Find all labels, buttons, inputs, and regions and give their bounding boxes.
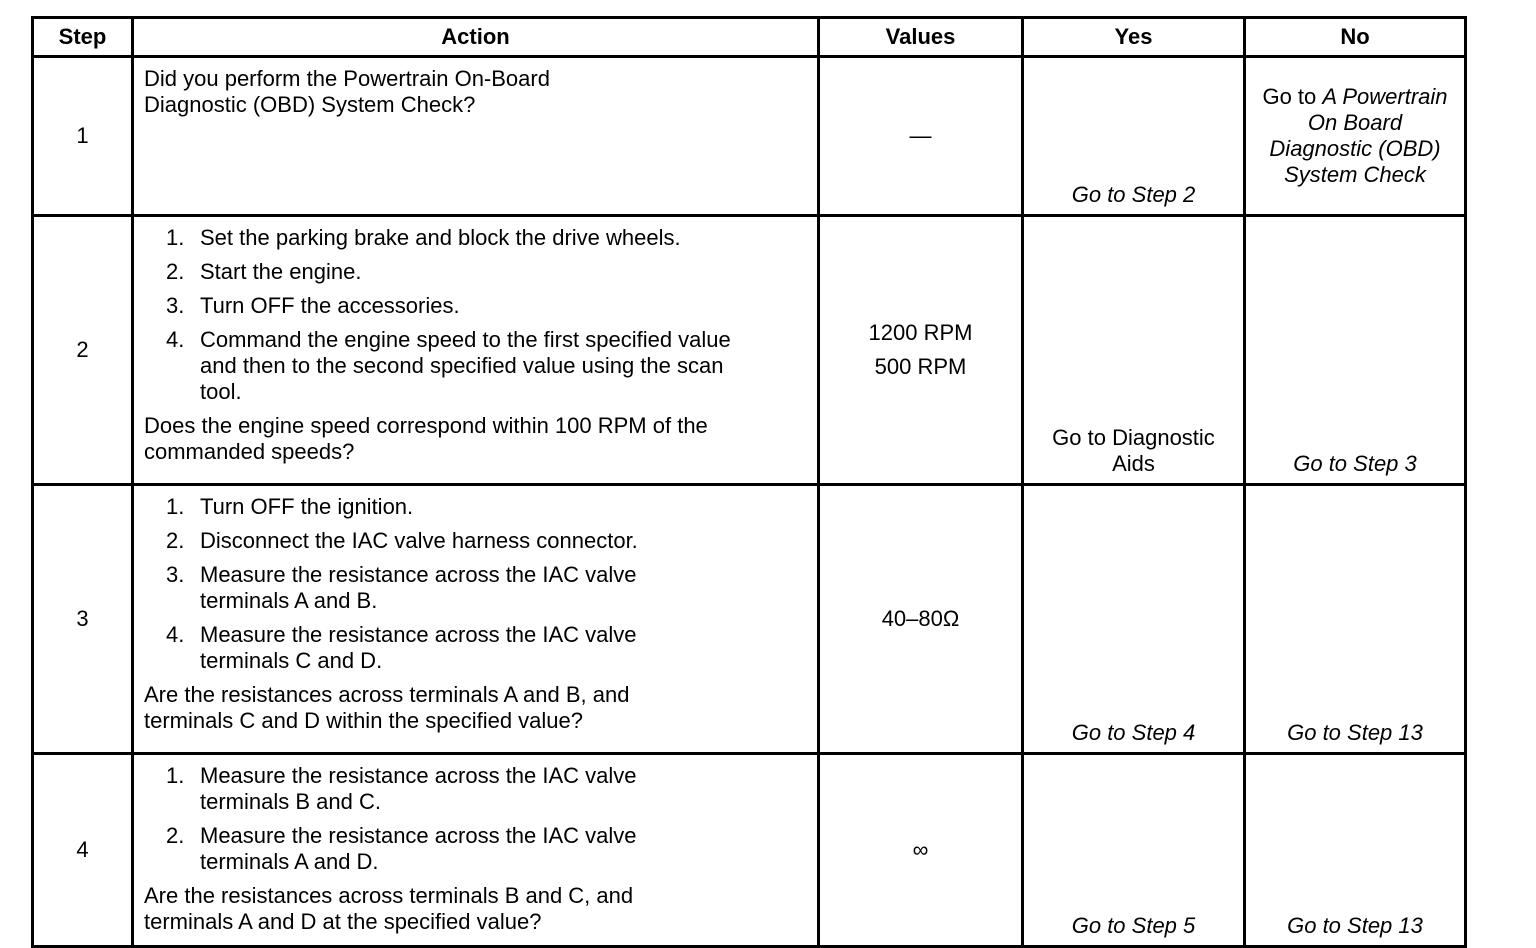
action-question: Are the resistances across terminals A and B, and terminals C and D within the specified value? xyxy=(144,682,630,733)
header-step: Step xyxy=(33,18,133,57)
header-no: No xyxy=(1245,18,1466,57)
action-question: Did you perform the Powertrain On-Board Diagnostic (OBD) System Check? xyxy=(144,66,550,117)
value-item: 1200 RPM xyxy=(868,320,973,345)
list-item: 3. Turn OFF the accessories. xyxy=(166,293,460,318)
no-cell xyxy=(1245,485,1466,754)
action-step-list xyxy=(144,225,807,405)
yes-link[interactable]: Go to Step 4 xyxy=(1071,720,1196,745)
table-row-step-3 xyxy=(33,485,1466,754)
yes-link[interactable]: Go to Diagnostic Aids xyxy=(1052,425,1215,476)
values-cell xyxy=(819,485,1023,754)
action-cell xyxy=(133,485,819,754)
table-row-step-2 xyxy=(33,216,1466,485)
yes-cell xyxy=(1023,57,1245,216)
no-link[interactable]: A Powertrain On Board Diagnostic (OBD) System Check xyxy=(1269,84,1448,187)
list-item: 2. Start the engine. xyxy=(166,259,362,284)
no-link[interactable]: Go to Step 3 xyxy=(1293,451,1417,476)
value-item: 500 RPM xyxy=(874,354,967,379)
table-row-step-4 xyxy=(33,754,1466,947)
values-cell xyxy=(819,57,1023,216)
action-cell xyxy=(133,216,819,485)
diagnostic-table xyxy=(31,16,1467,948)
no-cell xyxy=(1245,57,1466,216)
values-cell xyxy=(819,216,1023,485)
step-number: 4 xyxy=(33,754,133,947)
list-item: 2. Disconnect the IAC valve harness connector. xyxy=(166,528,638,553)
yes-link[interactable]: Go to Step 2 xyxy=(1071,182,1196,207)
list-item: 2. Measure the resistance across the IAC valve terminals A and D. xyxy=(166,823,637,874)
list-item: 1. Set the parking brake and block the drive wheels. xyxy=(166,225,681,250)
no-prefix: Go to xyxy=(1262,84,1317,109)
no-cell xyxy=(1245,216,1466,485)
action-step-list xyxy=(144,494,807,674)
step-number: 1 xyxy=(33,57,133,216)
list-item: 4. Measure the resistance across the IAC valve terminals C and D. xyxy=(166,622,637,673)
action-question: Are the resistances across terminals B and C, and terminals A and D at the specified value? xyxy=(144,883,634,934)
action-question: Does the engine speed correspond within 100 RPM of the commanded speeds? xyxy=(144,413,708,464)
action-step-list xyxy=(144,763,807,875)
action-cell xyxy=(133,754,819,947)
list-item: 4. Command the engine speed to the first specified value and then to the second specified value using the scan tool. xyxy=(166,327,731,404)
step-number: 3 xyxy=(33,485,133,754)
value-item: 40–80Ω xyxy=(881,606,960,631)
header-yes: Yes xyxy=(1023,18,1245,57)
yes-link[interactable]: Go to Step 5 xyxy=(1071,913,1196,938)
value-item: — xyxy=(909,123,932,148)
header-row xyxy=(33,18,1466,57)
list-item: 1. Measure the resistance across the IAC valve terminals B and C. xyxy=(166,763,637,814)
yes-cell xyxy=(1023,216,1245,485)
header-action: Action xyxy=(133,18,819,57)
header-values: Values xyxy=(819,18,1023,57)
no-cell xyxy=(1245,754,1466,947)
action-cell xyxy=(133,57,819,216)
list-item: 1. Turn OFF the ignition. xyxy=(166,494,414,519)
no-link[interactable]: Go to Step 13 xyxy=(1287,720,1423,745)
value-item: ∞ xyxy=(912,837,929,862)
values-cell xyxy=(819,754,1023,947)
table-row-step-1 xyxy=(33,57,1466,216)
yes-cell xyxy=(1023,754,1245,947)
yes-cell xyxy=(1023,485,1245,754)
step-number: 2 xyxy=(33,216,133,485)
list-item: 3. Measure the resistance across the IAC valve terminals A and B. xyxy=(166,562,637,613)
no-link[interactable]: Go to Step 13 xyxy=(1287,913,1423,938)
